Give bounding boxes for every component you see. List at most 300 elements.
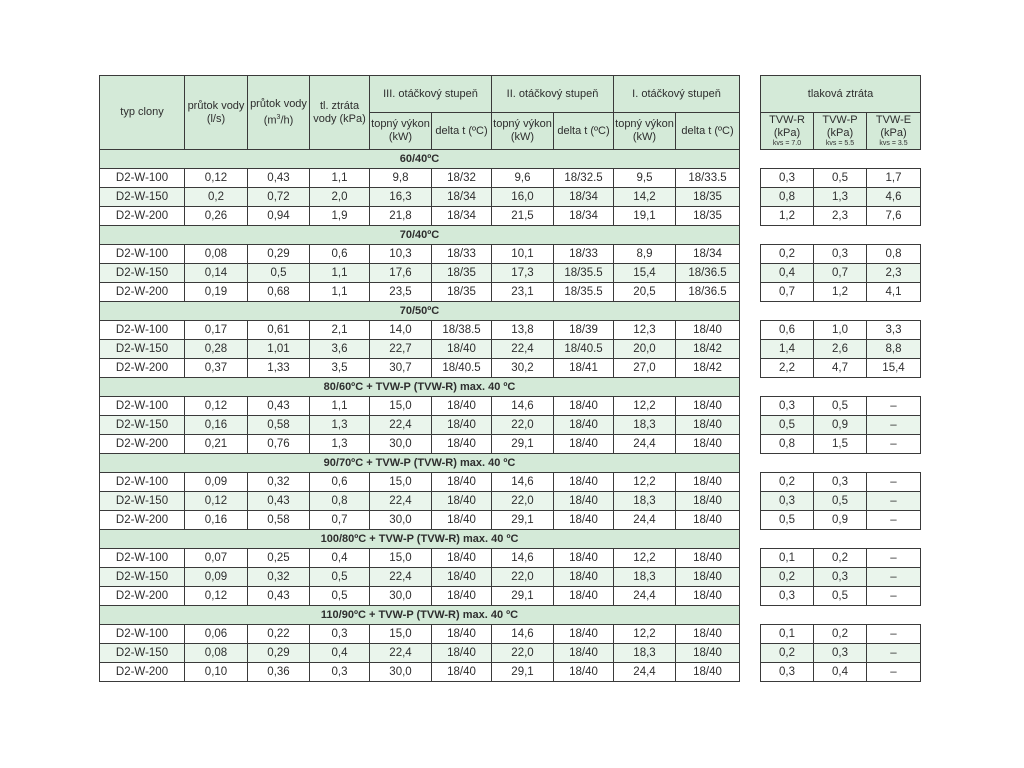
value-cell: 24,4 — [614, 663, 676, 682]
value-cell: 3,5 — [310, 359, 370, 378]
type-cell: D2-W-100 — [100, 549, 185, 568]
value-cell: 18/40.5 — [554, 340, 614, 359]
value-cell: 14,6 — [492, 625, 554, 644]
type-cell: D2-W-150 — [100, 568, 185, 587]
section-spacer-cell — [761, 378, 921, 397]
value-cell: 29,1 — [492, 587, 554, 606]
value-cell: 0,7 — [310, 511, 370, 530]
table-row — [100, 549, 740, 568]
value-cell: 29,1 — [492, 511, 554, 530]
value-cell: 0,36 — [248, 663, 310, 682]
value-cell: 10,3 — [370, 245, 432, 264]
section-spacer-cell — [761, 530, 921, 549]
value-cell: 18/40 — [676, 587, 740, 606]
type-cell: D2-W-200 — [100, 511, 185, 530]
value-cell: 18/35 — [432, 264, 492, 283]
type-cell: D2-W-200 — [100, 283, 185, 302]
loss-row — [761, 625, 921, 644]
value-cell: 0,29 — [248, 245, 310, 264]
value-cell: 18/40 — [676, 435, 740, 454]
loss-cell: 1,3 — [814, 188, 867, 207]
loss-cell: – — [867, 511, 921, 530]
loss-row — [761, 587, 921, 606]
section-header — [100, 150, 740, 169]
value-cell: 18/40 — [432, 587, 492, 606]
value-cell: 18/40.5 — [432, 359, 492, 378]
value-cell: 0,6 — [310, 245, 370, 264]
value-cell: 8,9 — [614, 245, 676, 264]
value-cell: 22,4 — [370, 492, 432, 511]
value-cell: 18,3 — [614, 492, 676, 511]
value-cell: 0,3 — [310, 625, 370, 644]
value-cell: 30,7 — [370, 359, 432, 378]
value-cell: 18/33 — [554, 245, 614, 264]
value-cell: 0,09 — [185, 568, 248, 587]
value-cell: 0,43 — [248, 587, 310, 606]
loss-cell: – — [867, 492, 921, 511]
loss-cell: 0,2 — [814, 549, 867, 568]
loss-row — [761, 264, 921, 283]
table-row — [100, 587, 740, 606]
table-row — [100, 340, 740, 359]
value-cell: 18/40 — [554, 416, 614, 435]
loss-row — [761, 207, 921, 226]
value-cell: 18/40 — [432, 549, 492, 568]
value-cell: 24,4 — [614, 511, 676, 530]
loss-cell: 0,5 — [814, 587, 867, 606]
value-cell: 0,10 — [185, 663, 248, 682]
value-cell: 18/40 — [676, 416, 740, 435]
value-cell: 20,5 — [614, 283, 676, 302]
value-cell: 1,3 — [310, 435, 370, 454]
value-cell: 10,1 — [492, 245, 554, 264]
value-cell: 30,0 — [370, 663, 432, 682]
value-cell: 0,37 — [185, 359, 248, 378]
value-cell: 9,5 — [614, 169, 676, 188]
value-cell: 18/40 — [554, 587, 614, 606]
section-title: 60/40ºC — [100, 150, 740, 169]
loss-cell: 0,3 — [814, 473, 867, 492]
header-stupen-2: II. otáčkový stupeň — [492, 76, 614, 113]
value-cell: 18/40 — [676, 321, 740, 340]
loss-cell: – — [867, 549, 921, 568]
value-cell: 29,1 — [492, 435, 554, 454]
type-cell: D2-W-100 — [100, 473, 185, 492]
value-cell: 18/40 — [676, 644, 740, 663]
header-stupen-3: III. otáčkový stupeň — [370, 76, 492, 113]
value-cell: 0,25 — [248, 549, 310, 568]
loss-row — [761, 416, 921, 435]
value-cell: 22,4 — [492, 340, 554, 359]
value-cell: 18/40 — [432, 568, 492, 587]
loss-cell: 2,3 — [867, 264, 921, 283]
table-row — [100, 245, 740, 264]
loss-cell: 1,7 — [867, 169, 921, 188]
value-cell: 0,08 — [185, 644, 248, 663]
type-cell: D2-W-100 — [100, 625, 185, 644]
loss-cell: 15,4 — [867, 359, 921, 378]
type-cell: D2-W-150 — [100, 188, 185, 207]
value-cell: 30,0 — [370, 511, 432, 530]
value-cell: 18/40 — [676, 568, 740, 587]
value-cell: 0,4 — [310, 644, 370, 663]
loss-cell: 2,6 — [814, 340, 867, 359]
value-cell: 0,2 — [185, 188, 248, 207]
table-row — [100, 416, 740, 435]
value-cell: 22,0 — [492, 416, 554, 435]
section-spacer — [761, 530, 921, 549]
value-cell: 12,3 — [614, 321, 676, 340]
loss-row — [761, 644, 921, 663]
value-cell: 18/40 — [432, 644, 492, 663]
value-cell: 18/34 — [554, 207, 614, 226]
section-spacer — [761, 150, 921, 169]
value-cell: 16,0 — [492, 188, 554, 207]
type-cell: D2-W-150 — [100, 644, 185, 663]
value-cell: 22,7 — [370, 340, 432, 359]
value-cell: 0,76 — [248, 435, 310, 454]
header-delta-2: delta t (ºC) — [554, 113, 614, 150]
value-cell: 18/39 — [554, 321, 614, 340]
value-cell: 27,0 — [614, 359, 676, 378]
loss-cell: 0,9 — [814, 416, 867, 435]
type-cell: D2-W-200 — [100, 587, 185, 606]
value-cell: 24,4 — [614, 587, 676, 606]
value-cell: 1,3 — [310, 416, 370, 435]
value-cell: 0,12 — [185, 169, 248, 188]
loss-cell: 0,6 — [761, 321, 814, 340]
type-cell: D2-W-100 — [100, 321, 185, 340]
value-cell: 0,28 — [185, 340, 248, 359]
table-row — [100, 625, 740, 644]
header-vykon-3: topný výkon (kW) — [370, 113, 432, 150]
section-spacer-cell — [761, 302, 921, 321]
value-cell: 0,19 — [185, 283, 248, 302]
value-cell: 22,4 — [370, 644, 432, 663]
loss-cell: 1,0 — [814, 321, 867, 340]
section-spacer-cell — [761, 606, 921, 625]
value-cell: 0,68 — [248, 283, 310, 302]
header-prutok-m3h: průtok vody $(m^3/h)$ — [248, 76, 310, 150]
value-cell: 18/35 — [676, 207, 740, 226]
value-cell: 3,6 — [310, 340, 370, 359]
value-cell: 18/40 — [676, 663, 740, 682]
header-delta-3: delta t (ºC) — [432, 113, 492, 150]
loss-cell: 7,6 — [867, 207, 921, 226]
table-row — [100, 283, 740, 302]
value-cell: 12,2 — [614, 549, 676, 568]
loss-cell: 2,3 — [814, 207, 867, 226]
loss-cell: – — [867, 397, 921, 416]
value-cell: 18/40 — [554, 625, 614, 644]
value-cell: 0,6 — [310, 473, 370, 492]
value-cell: 18,3 — [614, 416, 676, 435]
value-cell: 0,43 — [248, 169, 310, 188]
value-cell: 0,06 — [185, 625, 248, 644]
section-title: 70/50ºC — [100, 302, 740, 321]
value-cell: 15,0 — [370, 549, 432, 568]
header-delta-1: delta t (ºC) — [676, 113, 740, 150]
value-cell: 0,12 — [185, 492, 248, 511]
section-title: 70/40ºC — [100, 226, 740, 245]
loss-cell: 0,3 — [814, 568, 867, 587]
value-cell: 18/40 — [432, 435, 492, 454]
value-cell: 18/40 — [676, 473, 740, 492]
value-cell: 18/40 — [554, 473, 614, 492]
value-cell: 12,2 — [614, 625, 676, 644]
pressure-loss-table — [760, 75, 921, 682]
value-cell: 24,4 — [614, 435, 676, 454]
value-cell: 20,0 — [614, 340, 676, 359]
value-cell: 1,1 — [310, 397, 370, 416]
value-cell: 18,3 — [614, 644, 676, 663]
type-cell: D2-W-150 — [100, 416, 185, 435]
loss-cell: 1,2 — [814, 283, 867, 302]
value-cell: 17,6 — [370, 264, 432, 283]
value-cell: 30,2 — [492, 359, 554, 378]
value-cell: 18/42 — [676, 359, 740, 378]
value-cell: 14,6 — [492, 549, 554, 568]
loss-row — [761, 397, 921, 416]
value-cell: 0,3 — [310, 663, 370, 682]
header-tvw-r: TVW-R (kPa) kvs = 7.0 — [761, 113, 814, 150]
loss-cell: 2,2 — [761, 359, 814, 378]
loss-cell: 0,8 — [867, 245, 921, 264]
value-cell: 17,3 — [492, 264, 554, 283]
value-cell: 18/35 — [432, 283, 492, 302]
value-cell: 1,1 — [310, 169, 370, 188]
type-cell: D2-W-150 — [100, 492, 185, 511]
section-header — [100, 454, 740, 473]
value-cell: 0,43 — [248, 397, 310, 416]
value-cell: 0,43 — [248, 492, 310, 511]
value-cell: 0,32 — [248, 473, 310, 492]
performance-table — [99, 75, 740, 682]
header-vykon-2: topný výkon (kW) — [492, 113, 554, 150]
value-cell: 2,0 — [310, 188, 370, 207]
value-cell: 18/40 — [554, 435, 614, 454]
value-cell: 15,0 — [370, 625, 432, 644]
header-vykon-1: topný výkon (kW) — [614, 113, 676, 150]
type-cell: D2-W-100 — [100, 245, 185, 264]
table-row — [100, 511, 740, 530]
value-cell: 0,12 — [185, 397, 248, 416]
value-cell: 23,1 — [492, 283, 554, 302]
loss-row — [761, 511, 921, 530]
loss-row — [761, 340, 921, 359]
loss-cell: – — [867, 644, 921, 663]
loss-row — [761, 473, 921, 492]
loss-cell: – — [867, 663, 921, 682]
value-cell: 18/40 — [432, 397, 492, 416]
loss-cell: 0,4 — [814, 663, 867, 682]
loss-cell: 0,5 — [814, 169, 867, 188]
value-cell: 0,94 — [248, 207, 310, 226]
value-cell: 22,4 — [370, 568, 432, 587]
loss-cell: – — [867, 625, 921, 644]
value-cell: 0,29 — [248, 644, 310, 663]
loss-cell: 0,8 — [761, 435, 814, 454]
section-header — [100, 606, 740, 625]
loss-cell: 4,6 — [867, 188, 921, 207]
section-header — [100, 378, 740, 397]
loss-cell: 0,2 — [761, 568, 814, 587]
value-cell: 18/35 — [676, 188, 740, 207]
section-header — [100, 530, 740, 549]
header-typ-clony: typ clony — [100, 76, 185, 150]
loss-row — [761, 568, 921, 587]
value-cell: 0,8 — [310, 492, 370, 511]
loss-cell: 0,3 — [761, 492, 814, 511]
value-cell: 15,4 — [614, 264, 676, 283]
table-row — [100, 321, 740, 340]
loss-row — [761, 663, 921, 682]
value-cell: 0,58 — [248, 416, 310, 435]
value-cell: 18/33 — [432, 245, 492, 264]
loss-cell: 0,2 — [761, 644, 814, 663]
value-cell: 9,6 — [492, 169, 554, 188]
loss-cell: 0,2 — [761, 473, 814, 492]
value-cell: 18/34 — [432, 188, 492, 207]
loss-cell: 1,4 — [761, 340, 814, 359]
value-cell: 18/40 — [432, 625, 492, 644]
table-row — [100, 663, 740, 682]
value-cell: 1,1 — [310, 264, 370, 283]
value-cell: 18/40 — [676, 549, 740, 568]
value-cell: 18/32 — [432, 169, 492, 188]
loss-row — [761, 283, 921, 302]
table-row — [100, 169, 740, 188]
value-cell: 0,09 — [185, 473, 248, 492]
table-row — [100, 207, 740, 226]
value-cell: 18/40 — [432, 473, 492, 492]
value-cell: 18/34 — [432, 207, 492, 226]
section-title: 90/70ºC + TVW-P (TVW-R) max. 40 ºC — [100, 454, 740, 473]
section-header — [100, 302, 740, 321]
value-cell: 18/40 — [432, 416, 492, 435]
header-tlakova-ztrata: tlaková ztráta — [761, 76, 921, 113]
section-header — [100, 226, 740, 245]
type-cell: D2-W-150 — [100, 340, 185, 359]
loss-cell: 3,3 — [867, 321, 921, 340]
value-cell: 18/40 — [432, 492, 492, 511]
loss-cell: – — [867, 416, 921, 435]
value-cell: 13,8 — [492, 321, 554, 340]
header-stupen-1: I. otáčkový stupeň — [614, 76, 740, 113]
section-spacer-cell — [761, 226, 921, 245]
section-spacer — [761, 606, 921, 625]
value-cell: 14,0 — [370, 321, 432, 340]
loss-row — [761, 169, 921, 188]
value-cell: 18/40 — [432, 511, 492, 530]
value-cell: 12,2 — [614, 397, 676, 416]
value-cell: 21,8 — [370, 207, 432, 226]
loss-cell: 0,3 — [814, 245, 867, 264]
value-cell: 18/40 — [554, 492, 614, 511]
loss-cell: – — [867, 568, 921, 587]
loss-row — [761, 359, 921, 378]
loss-row — [761, 245, 921, 264]
loss-cell: 0,5 — [761, 416, 814, 435]
loss-cell: 4,7 — [814, 359, 867, 378]
value-cell: 1,01 — [248, 340, 310, 359]
value-cell: 0,4 — [310, 549, 370, 568]
loss-cell: 0,1 — [761, 549, 814, 568]
section-spacer-cell — [761, 150, 921, 169]
value-cell: 18/36.5 — [676, 283, 740, 302]
loss-cell: 0,4 — [761, 264, 814, 283]
section-spacer — [761, 302, 921, 321]
header-tvw-p: TVW-P (kPa) kvs = 5.5 — [814, 113, 867, 150]
value-cell: 21,5 — [492, 207, 554, 226]
table-row — [100, 644, 740, 663]
loss-row — [761, 549, 921, 568]
table-row — [100, 492, 740, 511]
type-cell: D2-W-200 — [100, 435, 185, 454]
value-cell: 0,16 — [185, 416, 248, 435]
value-cell: 18/40 — [676, 492, 740, 511]
loss-row — [761, 188, 921, 207]
loss-cell: 0,3 — [814, 644, 867, 663]
section-spacer-cell — [761, 454, 921, 473]
value-cell: 30,0 — [370, 435, 432, 454]
value-cell: 30,0 — [370, 587, 432, 606]
value-cell: 1,33 — [248, 359, 310, 378]
header-tvw-e: TVW-E (kPa) kvs = 3.5 — [867, 113, 921, 150]
loss-cell: 4,1 — [867, 283, 921, 302]
value-cell: 18/36.5 — [676, 264, 740, 283]
loss-cell: – — [867, 435, 921, 454]
value-cell: 14,2 — [614, 188, 676, 207]
value-cell: 18/40 — [676, 625, 740, 644]
loss-cell: 8,8 — [867, 340, 921, 359]
type-cell: D2-W-100 — [100, 169, 185, 188]
value-cell: 22,0 — [492, 492, 554, 511]
value-cell: 18/40 — [554, 549, 614, 568]
value-cell: 18/32.5 — [554, 169, 614, 188]
loss-cell: 0,8 — [761, 188, 814, 207]
table-row — [100, 188, 740, 207]
value-cell: 18/41 — [554, 359, 614, 378]
value-cell: 0,32 — [248, 568, 310, 587]
value-cell: 18/40 — [554, 663, 614, 682]
loss-cell: 0,7 — [814, 264, 867, 283]
value-cell: 23,5 — [370, 283, 432, 302]
section-spacer — [761, 226, 921, 245]
value-cell: 22,4 — [370, 416, 432, 435]
value-cell: 0,61 — [248, 321, 310, 340]
table-row — [100, 568, 740, 587]
value-cell: 18/40 — [432, 340, 492, 359]
loss-cell: 0,7 — [761, 283, 814, 302]
value-cell: 18/34 — [554, 188, 614, 207]
header-ztrata: tl. ztráta vody (kPa) — [310, 76, 370, 150]
loss-cell: 0,2 — [814, 625, 867, 644]
value-cell: 12,2 — [614, 473, 676, 492]
value-cell: 15,0 — [370, 473, 432, 492]
value-cell: 0,5 — [248, 264, 310, 283]
value-cell: 0,5 — [310, 568, 370, 587]
loss-cell: 0,3 — [761, 587, 814, 606]
value-cell: 2,1 — [310, 321, 370, 340]
section-spacer — [761, 454, 921, 473]
table-row — [100, 397, 740, 416]
loss-cell: 0,5 — [761, 511, 814, 530]
value-cell: 18/33.5 — [676, 169, 740, 188]
value-cell: 19,1 — [614, 207, 676, 226]
value-cell: 22,0 — [492, 568, 554, 587]
value-cell: 18/40 — [554, 644, 614, 663]
